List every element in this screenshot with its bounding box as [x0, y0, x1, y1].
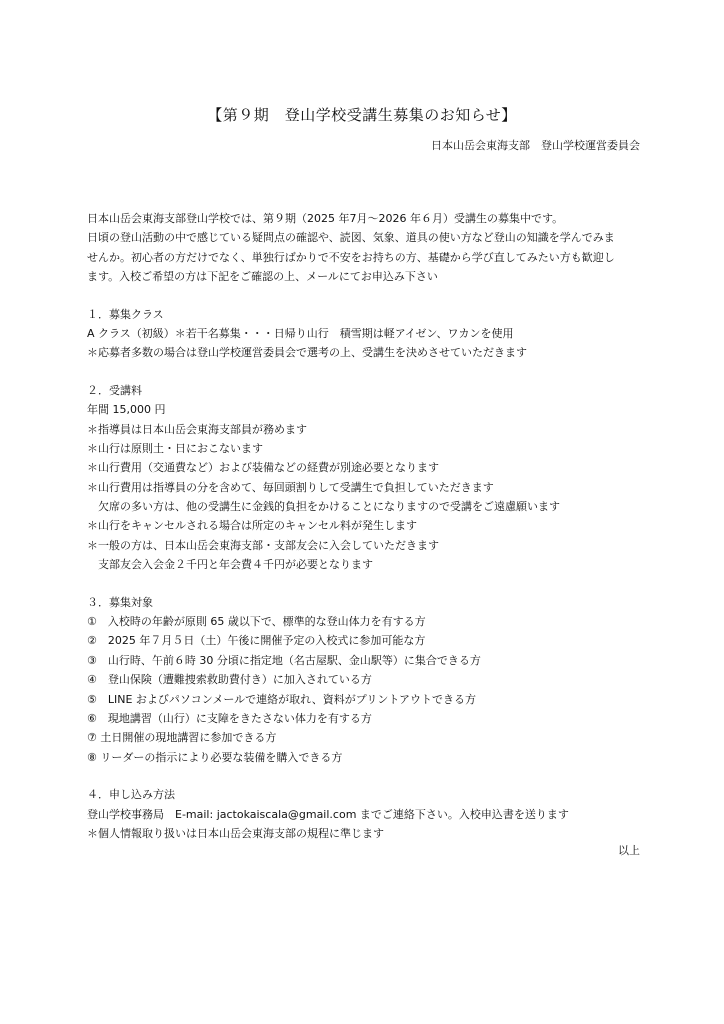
- eligibility-item: ⑥ 現地講習（山行）に支障をきたさない体力を有する方: [87, 711, 372, 725]
- section-eligibility: [87, 593, 647, 768]
- eligibility-item: ② 2025 年７月５日（土）午後に開催予定の入校式に参加可能な方: [87, 634, 426, 648]
- section-line: ＊指導員は日本山岳会東海支部員が務めます: [87, 422, 307, 436]
- section-subline: 欠席の多い方は、他の受講生に金銭的負担をかけることになりますので受講をご遠慮願います: [98, 500, 560, 514]
- contact-line: 登山学校事務局 E-mail: jactokaiscala@gmail.com までご連絡下さい。入校申込書を送ります: [87, 807, 569, 821]
- section-line: ＊個人情報取り扱いは日本山岳会東海支部の規程に準じます: [87, 826, 384, 840]
- section-heading: ２．受講料: [87, 383, 142, 397]
- section-apply: [87, 785, 647, 843]
- section-fee: [87, 381, 647, 575]
- intro-line: 日頃の登山活動の中で感じている疑問点の確認や、読図、気象、道具の使い方など登山の知識を学んでみま: [87, 231, 615, 245]
- eligibility-item: ④ 登山保険（遭難捜索救助費付き）に加入されている方: [87, 673, 372, 687]
- section-line: ＊山行費用（交通費など）および装備などの経費が別途必要となります: [87, 461, 439, 475]
- intro-line: ます。入校ご希望の方は下記をご確認の上、メールにてお申込み下さい: [87, 270, 438, 284]
- section-heading: ３．募集対象: [87, 595, 153, 609]
- section-line: ＊山行をキャンセルされる場合は所定のキャンセル料が発生します: [87, 519, 417, 533]
- organization-name: 日本山岳会東海支部 登山学校運営委員会: [431, 139, 640, 152]
- section-line: A クラス（初級）＊若干名募集・・・日帰り山行 積雪期は軽アイゼン、ワカンを使用: [87, 326, 514, 340]
- document-body: [87, 209, 647, 843]
- intro-line: せんか。初心者の方だけでなく、単独行ばかりで不安をお持ちの方、基礎から学び直してみたい方も歓迎し: [87, 250, 615, 264]
- section-line: ＊山行は原則土・日におこないます: [87, 441, 263, 455]
- eligibility-item: ⑤ LINE およびパソコンメールで連絡が取れ、資料がプリントアウトできる方: [87, 692, 477, 706]
- eligibility-item: ① 入校時の年齢が原則 65 歳以下で、標準的な登山体力を有する方: [87, 615, 426, 629]
- section-class: [87, 305, 647, 363]
- closing-mark: 以上: [618, 844, 640, 857]
- section-line: ＊一般の方は、日本山岳会東海支部・支部友会に入会していただきます: [87, 538, 439, 552]
- eligibility-item: ③ 山行時、午前６時 30 分頃に指定地（名古屋駅、金山駅等）に集合できる方: [87, 653, 481, 667]
- section-line: ＊山行費用は指導員の分を含めて、毎回頭割りして受講生で負担していただきます: [87, 480, 494, 494]
- document-title: 【第９期 登山学校受講生募集のお知らせ】: [207, 106, 517, 124]
- fee-amount: 年間 15,000 円: [87, 403, 166, 417]
- eligibility-item: ⑧ リーダーの指示により必要な装備を購入できる方: [87, 750, 343, 764]
- intro-line: 日本山岳会東海支部登山学校では、第９期（2025 年7月～2026 年６月）受講生の募集中です。: [87, 212, 564, 225]
- section-subline: 支部友会入会金２千円と年会費４千円が必要となります: [98, 558, 373, 572]
- intro-paragraph: [87, 209, 647, 287]
- section-line: ＊応募者多数の場合は登山学校運営委員会で選考の上、受講生を決めさせていただきます: [87, 346, 527, 360]
- section-heading: ４．申し込み方法: [87, 788, 175, 802]
- eligibility-item: ⑦ 土日開催の現地講習に参加できる方: [87, 731, 277, 745]
- section-heading: １．募集クラス: [87, 307, 164, 321]
